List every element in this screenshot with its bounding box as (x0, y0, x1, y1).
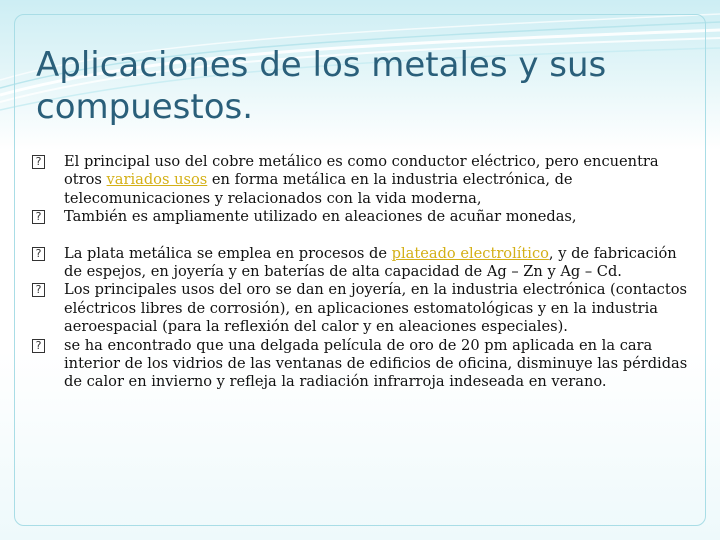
bullet-box-icon: ? (32, 210, 45, 224)
bullet-text: El principal uso del cobre metálico es como conductor eléctrico, pero encuentra otros (64, 153, 659, 189)
bullet-text: También es ampliamente utilizado en aleaciones de acuñar monedas, (64, 208, 577, 226)
bullet-copper-uses (32, 153, 692, 208)
bullet-text: , y de fabricación de espejos, en joyería y en baterías de alta capacidad de Ag – Zn y Ag – Cd. (64, 244, 677, 281)
bullet-gold-uses (32, 281, 692, 336)
slide-title: Aplicaciones de los metales y sus compuestos. (36, 45, 607, 127)
bullet-text: Los principales usos del oro se dan en joyería, en la industria electrónica (contactos eléctricos libres de corrosión), en aplicaciones estomatológicas y en la industria aeroespacial (para la reflexión del calor y en aleaciones especiales). (64, 281, 687, 336)
bullet-gold-film (32, 337, 692, 392)
link-plateado-electrolitico[interactable]: plateado electrolítico (391, 244, 549, 262)
spacer (32, 227, 692, 245)
bullet-text: en forma metálica en la industria electrónica, de telecomunicaciones y relacionados con la vida moderna, (64, 171, 573, 207)
bullet-text: La plata metálica se emplea en procesos de (64, 244, 392, 262)
bullet-coin-alloys (32, 208, 692, 226)
link-variados-usos[interactable]: variados usos (106, 171, 208, 189)
bullet-box-icon: ? (32, 247, 45, 261)
bullet-box-icon: ? (32, 283, 45, 297)
slide-body (32, 153, 692, 392)
bullet-box-icon: ? (32, 155, 45, 169)
bullet-silver-uses (32, 245, 692, 282)
bullet-text: se ha encontrado que una delgada película de oro de 20 pm aplicada en la cara interior de los vidrios de las ventanas de edificios de oficina, disminuye las pérdidas de calor en invierno y refleja la radiación infrarroja indeseada en verano. (64, 336, 688, 391)
bullet-box-icon: ? (32, 339, 45, 353)
